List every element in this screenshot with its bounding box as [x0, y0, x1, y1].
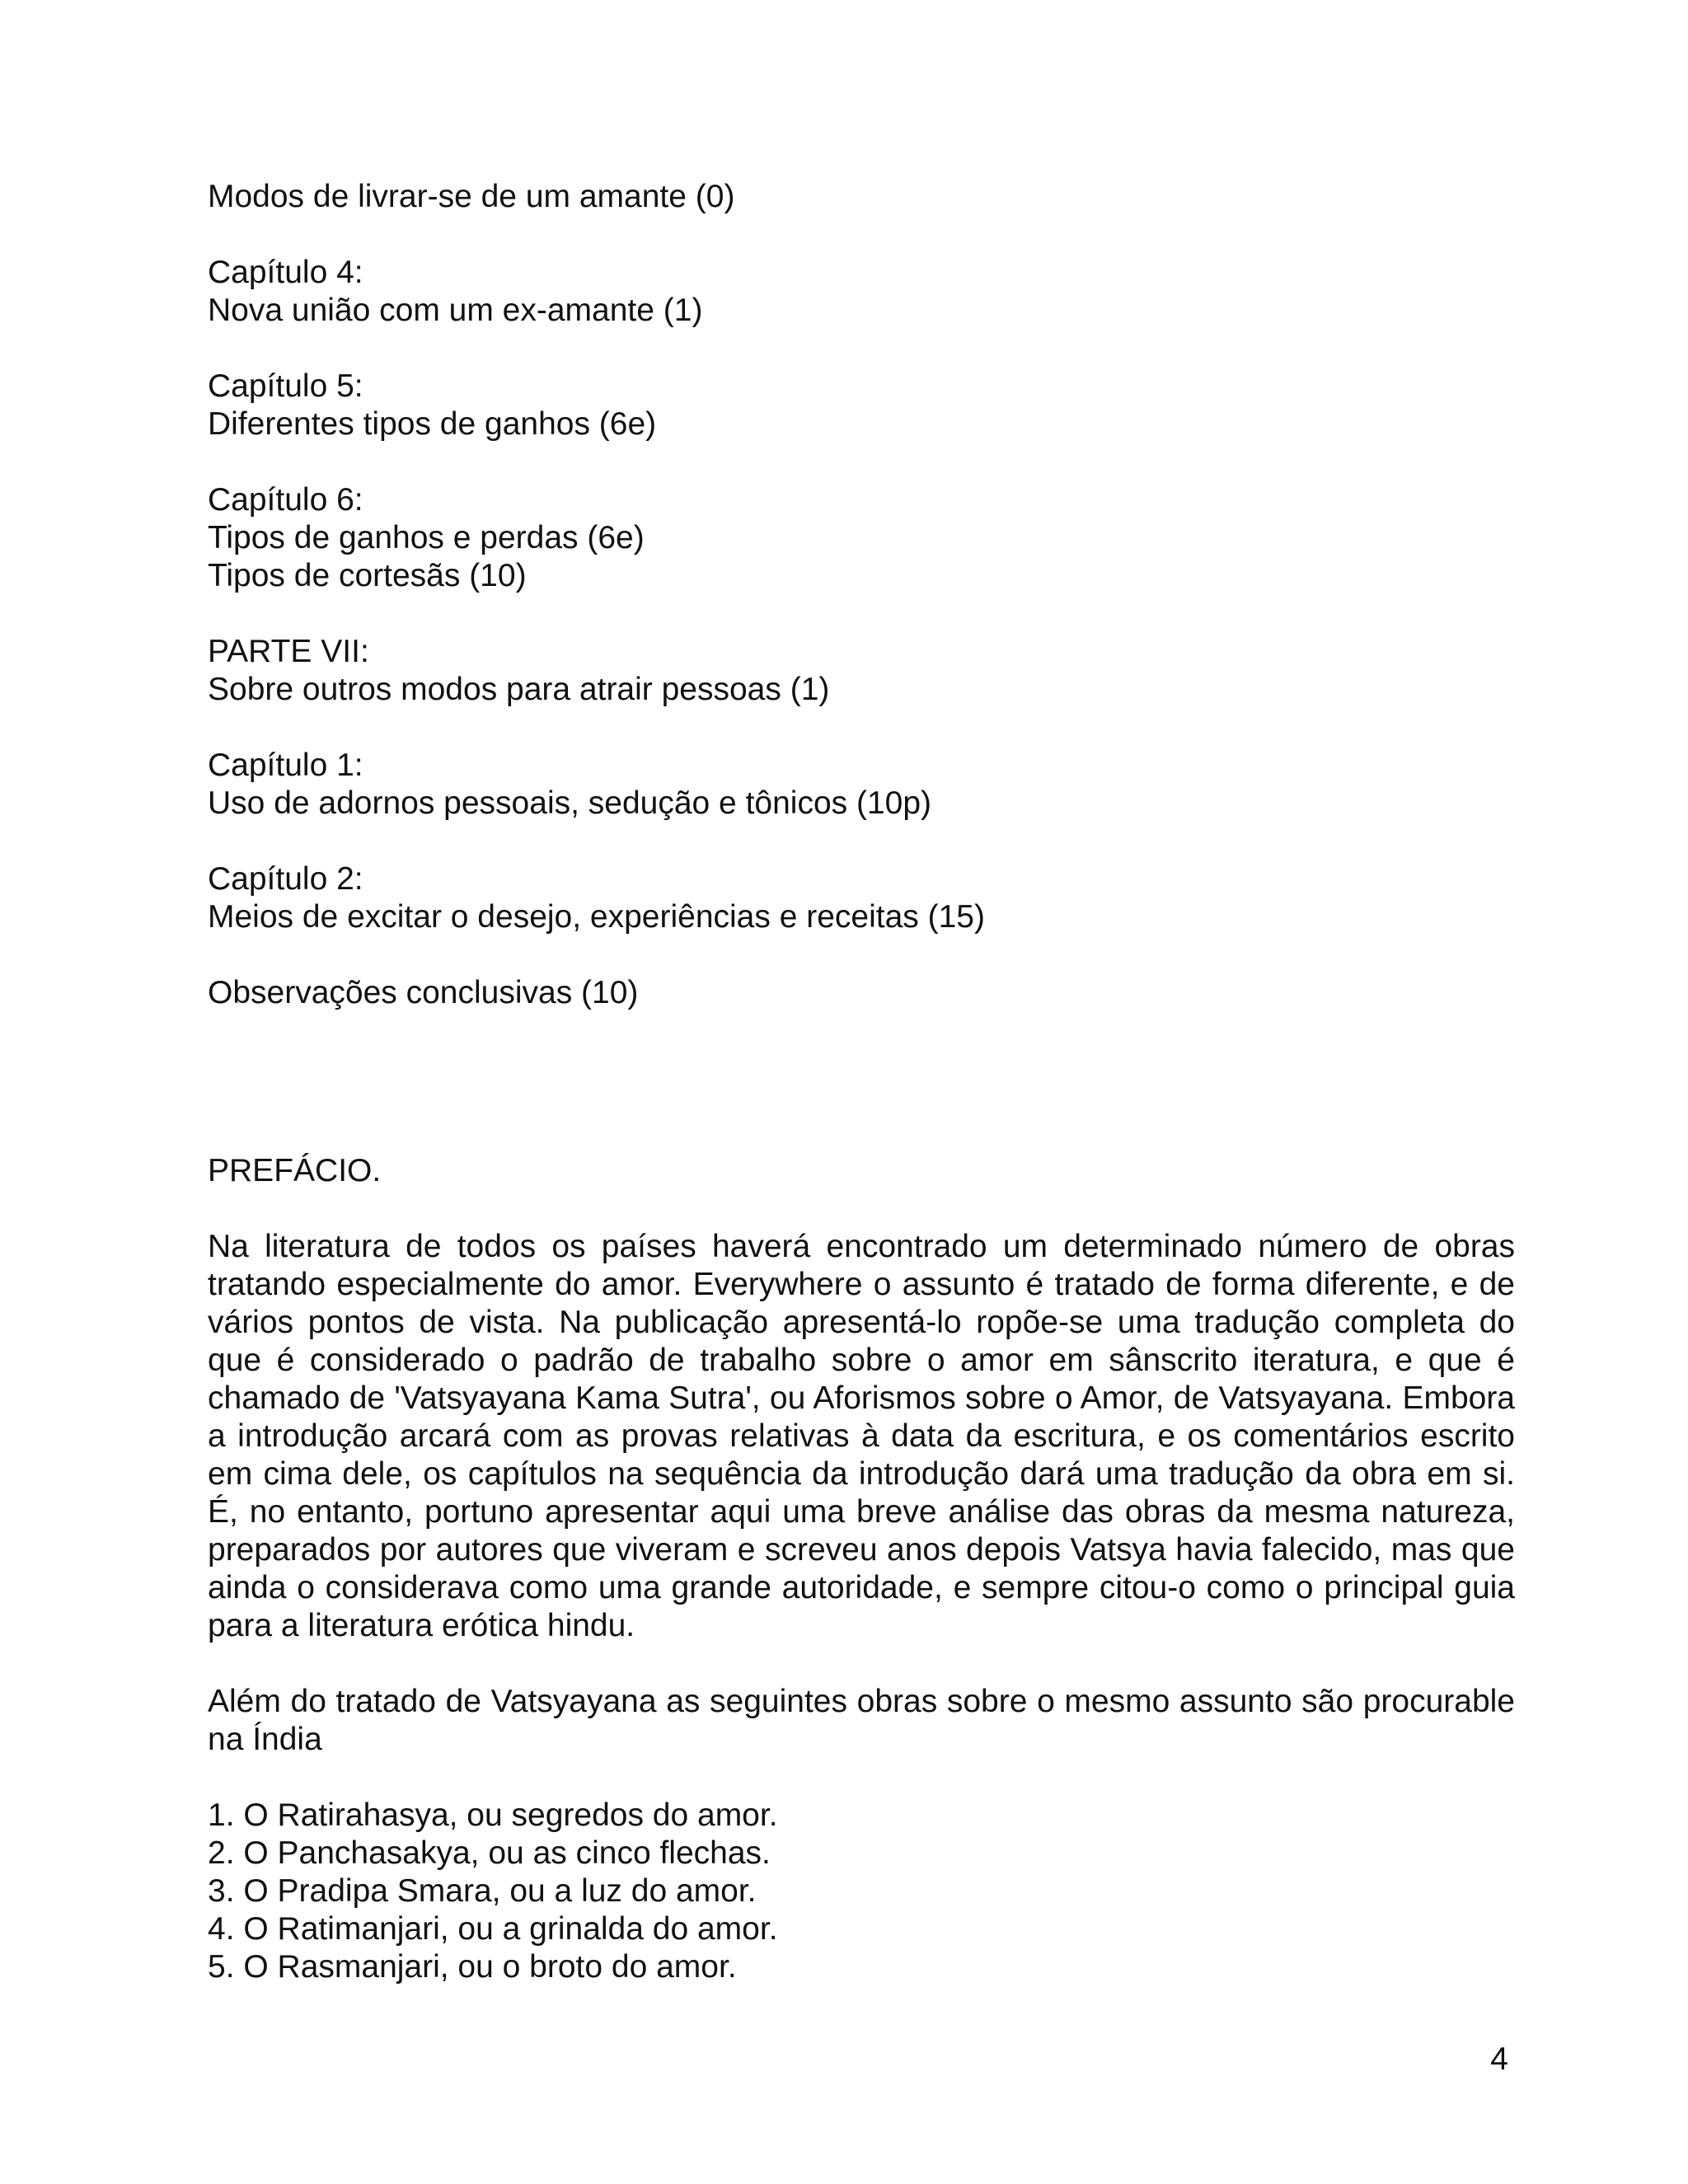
list-item: 3. O Pradipa Smara, ou a luz do amor. [208, 1873, 757, 1909]
toc-entry: Tipos de ganhos e perdas (6e) [208, 520, 645, 555]
toc-chapter-heading: Capítulo 4: [208, 255, 363, 290]
preface-title: PREFÁCIO. [208, 1153, 382, 1188]
preface-paragraph: Na literatura de todos os países haverá encontrado um determinado número de obras tratando especialmente do amor. Everywhere o assunto é tratado de forma diferente, e de vários pontos de vista. Na publicação apresentá-lo ropõe-se uma tradução completa do que é considerado o padrão de trabalho sobre o amor em sânscrito iteratura, e que é chamado de 'Vatsyayana Kama Sutra', ou Aforismos sobre o Amor, de Vatsyayana. Embora a introdução arcará com as provas relativas à data da escritura, e os comentários escrito em cima dele, os capítulos na sequência da introdução dará uma tradução da obra em si. É, no entanto, portuno apresentar aqui uma breve análise das obras da mesma natureza, preparados por autores que viveram e screveu anos depois Vatsya havia falecido, mas que ainda o considerava como uma grande autoridade, e sempre citou-o como o principal guia para a literatura erótica hindu. [208, 1229, 1515, 1643]
toc-group [208, 368, 1515, 443]
toc-entry: Observações conclusivas (10) [208, 975, 639, 1010]
toc-group [208, 481, 1515, 595]
toc-chapter-heading: Capítulo 5: [208, 368, 363, 404]
toc-entry: Modos de livrar-se de um amante (0) [208, 179, 735, 214]
toc-group [208, 974, 1515, 1012]
toc-chapter-heading: Capítulo 6: [208, 482, 363, 518]
works-list [208, 1797, 1515, 1986]
preface-list-intro: Além do tratado de Vatsyayana as seguintes obras sobre o mesmo assunto são procurable na Índia [208, 1684, 1515, 1757]
toc-part-heading: PARTE VII: [208, 634, 369, 669]
list-item: 4. O Ratimanjari, ou a grinalda do amor. [208, 1911, 778, 1947]
toc-group [208, 178, 1515, 216]
toc-group [208, 633, 1515, 709]
toc-group [208, 747, 1515, 823]
toc-entry: Uso de adornos pessoais, sedução e tônicos (10p) [208, 785, 932, 821]
toc-chapter-heading: Capítulo 2: [208, 861, 363, 897]
toc-chapter-heading: Capítulo 1: [208, 748, 363, 783]
toc-entry: Meios de excitar o desejo, experiências e receitas (15) [208, 899, 985, 935]
list-item: 5. O Rasmanjari, ou o broto do amor. [208, 1949, 737, 1985]
table-of-contents [208, 178, 1515, 1050]
toc-group [208, 860, 1515, 936]
page-number: 4 [1490, 2041, 1508, 2077]
toc-entry: Nova união com um ex-amante (1) [208, 293, 703, 328]
toc-entry: Sobre outros modos para atrair pessoas (1) [208, 672, 830, 707]
toc-entry: Diferentes tipos de ganhos (6e) [208, 406, 657, 442]
list-item: 1. O Ratirahasya, ou segredos do amor. [208, 1797, 778, 1833]
preface-heading [208, 1152, 1515, 1190]
toc-group [208, 254, 1515, 330]
toc-entry: Tipos de cortesãs (10) [208, 558, 527, 593]
list-item: 2. O Panchasakya, ou as cinco flechas. [208, 1835, 771, 1871]
preface-body [208, 1228, 1515, 1986]
